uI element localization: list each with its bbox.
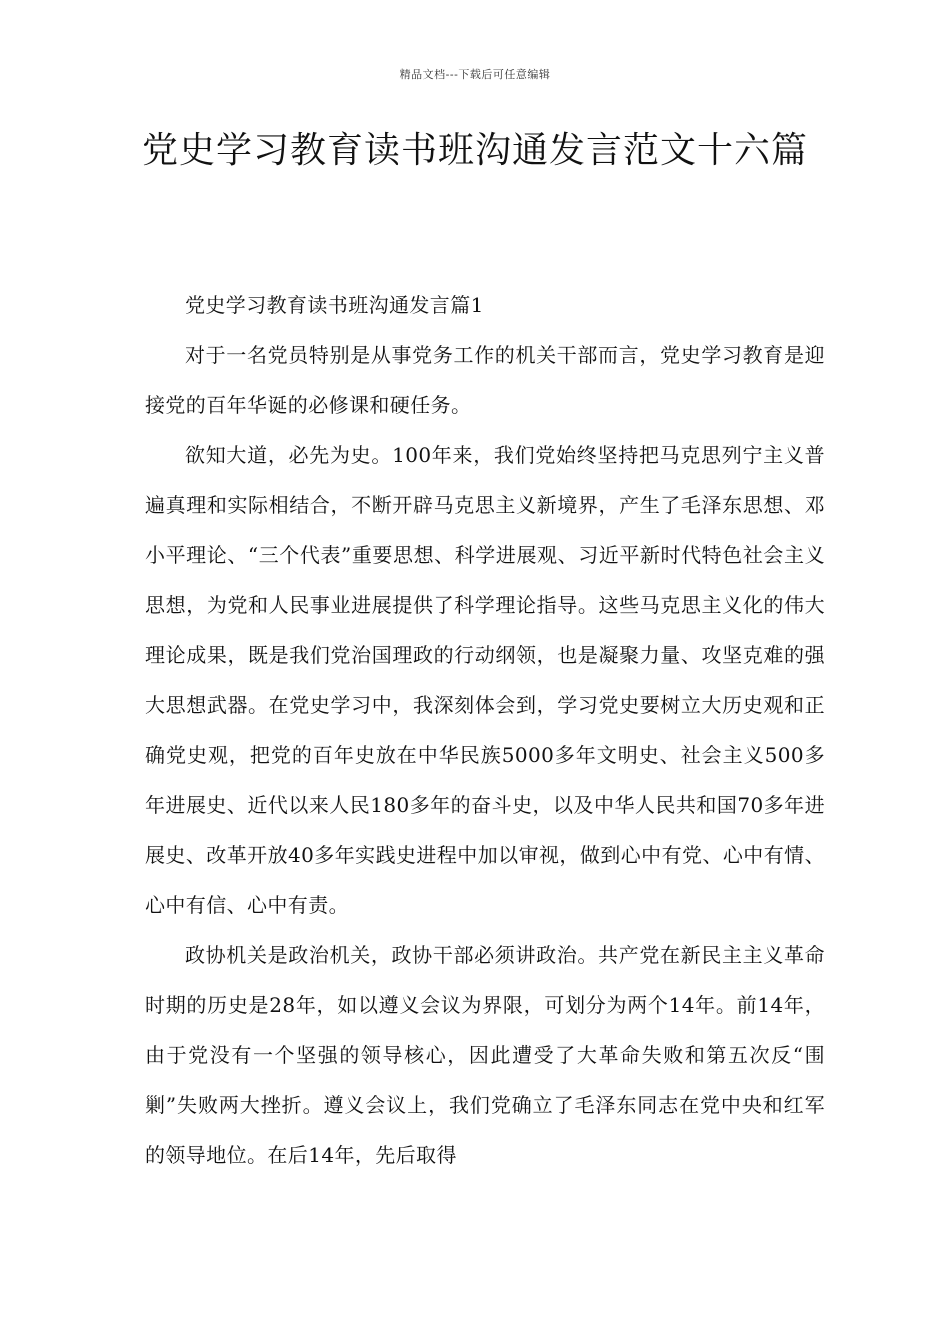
header-note: 精品文档---下载后可任意编辑: [399, 68, 551, 81]
document-title: 党史学习教育读书班沟通发言范文十六篇: [141, 130, 808, 171]
paragraph: 欲知大道，必先为史。100年来，我们党始终坚持把马克思列宁主义普遍真理和实际相结合，不断开辟马克思主义新境界，产生了毛泽东思想、邓小平理论、“三个代表”重要思想、科学进展观、习近平新时代特色社会主义思想，为党和人民事业进展提供了科学理论指导。这些马克思主义化的伟大理论成果，既是我们党治国理政的行动纲领，也是凝聚力量、攻坚克难的强大思想武器。在党史学习中，我深刻体会到，学习党史要树立大历史观和正确党史观，把党的百年史放在中华民族5000多年文明史、社会主义500多年进展史、近代以来人民180多年的奋斗史，以及中华人民共和国70多年进展史、改革开放40多年实践史进程中加以审视，做到心中有党、心中有情、心中有信、心中有责。: [145, 443, 825, 917]
section-heading: 党史学习教育读书班沟通发言篇1: [185, 293, 484, 317]
document-body: [145, 280, 825, 1180]
paragraph: 对于一名党员特别是从事党务工作的机关干部而言，党史学习教育是迎接党的百年华诞的必修课和硬任务。: [145, 343, 825, 417]
paragraph: 政协机关是政治机关，政协干部必须讲政治。共产党在新民主主义革命时期的历史是28年，如以遵义会议为界限，可划分为两个14年。前14年，由于党没有一个坚强的领导核心，因此遭受了大革命失败和第五次反“围剿”失败两大挫折。遵义会议上，我们党确立了毛泽东同志在党中央和红军的领导地位。在后14年，先后取得: [145, 943, 825, 1167]
